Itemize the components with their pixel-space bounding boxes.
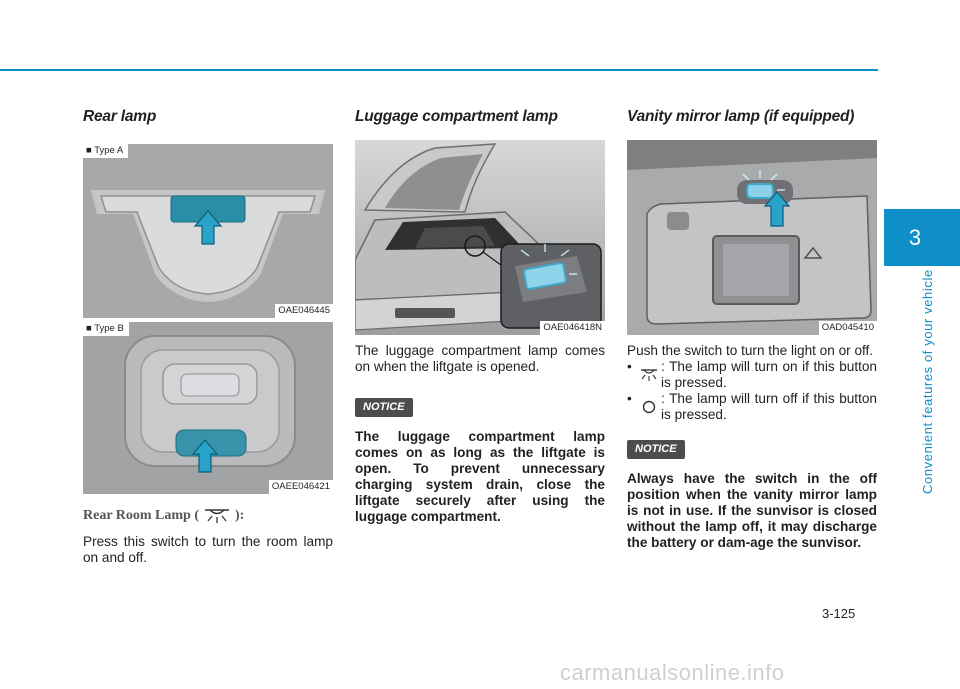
- type-a-label: ■ Type A: [83, 144, 128, 158]
- vanity-lamp-figure: [627, 140, 877, 335]
- vanity-lamp-heading: Vanity mirror lamp (if equipped): [627, 108, 855, 125]
- watermark: carmanualsonline.info: [560, 660, 785, 685]
- page-number: 3-125: [822, 606, 856, 621]
- rear-room-lamp-subheading: [83, 508, 333, 524]
- rear-lamp-body: Press this switch to turn the room lamp on and off.: [83, 534, 333, 565]
- lamp-on-icon: [637, 359, 661, 391]
- vanity-lamp-bullets: [627, 359, 877, 423]
- dome-lamp-icon: [202, 508, 232, 524]
- vanity-notice-badge: NOTICE: [627, 440, 685, 459]
- luggage-notice-badge: NOTICE: [355, 398, 413, 417]
- vanity-notice-text: Always have the switch in the off position when the vanity mirror lamp is not in use. If the sunvisor is closed without the lamp off, it may discharge the battery or dam-age the sunvisor.: [627, 471, 877, 550]
- vanity-bullet-on: [627, 359, 877, 391]
- chapter-title-text: Convenient features of your vehicle: [920, 269, 935, 494]
- luggage-lamp-heading: Luggage compartment lamp: [355, 108, 558, 125]
- rear-room-lamp-prefix: Rear Room Lamp (: [83, 508, 200, 523]
- chapter-title-vertical: [920, 270, 940, 495]
- luggage-lamp-section: [355, 108, 605, 525]
- rear-room-lamp-suffix: ):: [235, 508, 245, 523]
- top-rule: [0, 69, 878, 71]
- rear-lamp-section: [83, 108, 333, 566]
- vanity-lamp-body: Push the switch to turn the light on or off.: [627, 343, 874, 358]
- bullet-dot: •: [627, 391, 632, 406]
- luggage-lamp-body: The luggage compartment lamp comes on when the liftgate is opened.: [355, 343, 605, 374]
- vanity-notice-wrapper: [627, 439, 877, 459]
- luggage-notice-wrapper: [355, 397, 605, 417]
- rear-lamp-type-b-illustration: [83, 322, 333, 494]
- rear-lamp-heading: Rear lamp: [83, 108, 157, 125]
- luggage-lamp-code: OAE046418N: [540, 321, 605, 335]
- rear-lamp-type-a-figure: [83, 144, 333, 318]
- vanity-mirror-illustration: [627, 140, 877, 335]
- luggage-lamp-figure: [355, 140, 605, 335]
- luggage-notice-text: The luggage compartment lamp comes on as long as the liftgate is open. To prevent unnecessary charging system drain, close the liftgate securely after using the luggage compartment.: [355, 429, 605, 524]
- vanity-bullet-off: [627, 391, 877, 423]
- rear-lamp-type-a-illustration: [83, 144, 333, 318]
- bullet-dot: •: [627, 359, 632, 374]
- rear-lamp-type-b-code: OAEE046421: [269, 480, 333, 494]
- vanity-lamp-section: [627, 108, 877, 551]
- lamp-off-icon: [637, 391, 661, 423]
- rear-lamp-type-a-code: OAE046445: [275, 304, 333, 318]
- type-b-label: ■ Type B: [83, 322, 129, 336]
- vanity-lamp-code: OAD045410: [819, 321, 877, 335]
- rear-lamp-type-b-figure: [83, 322, 333, 494]
- vanity-bullet-on-text: : The lamp will turn on if this button is pressed.: [661, 359, 877, 390]
- luggage-compartment-illustration: [355, 140, 605, 335]
- vanity-bullet-off-text: : The lamp will turn off if this button is pressed.: [661, 391, 877, 422]
- chapter-number-tab: 3: [884, 209, 960, 266]
